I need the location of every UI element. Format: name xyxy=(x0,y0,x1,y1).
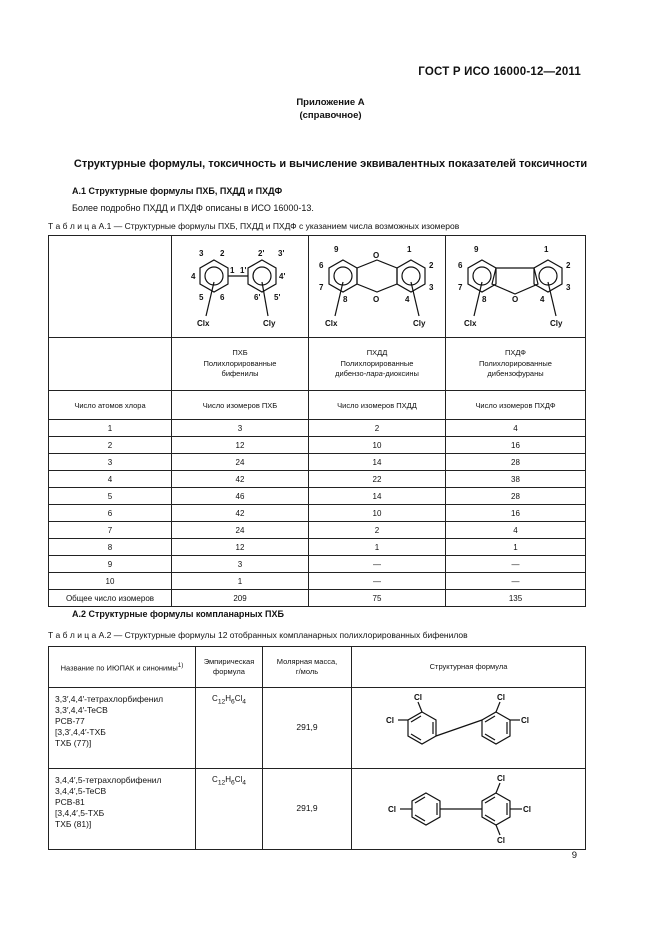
table-cell: 1 xyxy=(49,420,172,437)
table-cell: 28 xyxy=(446,488,586,505)
table-row xyxy=(49,539,586,556)
formula-c: C xyxy=(212,694,218,703)
pcdf-cly-label: Cly xyxy=(550,319,563,328)
pcdd-cly-label: Cly xyxy=(413,319,426,328)
table2-header-name-text: Название по ИЮПАК и синонимы xyxy=(60,663,178,672)
formula-h-count: 6 xyxy=(231,779,235,787)
table1-col-header: Число изомеров ПХБ xyxy=(172,391,309,420)
pcb-num-4: 4 xyxy=(191,272,196,281)
pcdf-name-line1: Полихлорированные xyxy=(479,358,552,368)
document-header: ГОСТ Р ИСО 16000-12—2011 xyxy=(418,66,581,78)
table-cell: 42 xyxy=(172,505,309,522)
pcb81-cl-label: Cl xyxy=(496,836,505,845)
pcb-structure-cell xyxy=(172,236,309,338)
pcb77-name-line: PCB-77 xyxy=(55,716,85,726)
table-row xyxy=(49,505,586,522)
pcdf-clx-label: Clx xyxy=(464,319,477,328)
pcdd-name-italic: пара xyxy=(366,369,383,379)
table1-caption: Т а б л и ц а А.1 — Структурные формулы ПХБ, ПХДД и ПХДФ с указанием числа возможных изомеров xyxy=(48,221,460,231)
table2-header-mass-l2: г/моль xyxy=(295,667,319,676)
table-row xyxy=(49,573,586,590)
pcb77-name-line: 3,3′,4,4′-тетрахлорбифенил xyxy=(55,694,164,704)
pcb-num-5: 5 xyxy=(199,293,204,302)
pcb81-cl-label: Cl xyxy=(496,774,505,783)
table-cell: 46 xyxy=(172,488,309,505)
pcdd-num-9: 9 xyxy=(334,245,339,254)
table-a1 xyxy=(48,235,586,607)
table2-caption: Т а б л и ц а А.2 — Структурные формулы 12 отобранных компланарных полихлорированных бифенилов xyxy=(48,630,468,640)
pcdd-oxygen-top: O xyxy=(373,251,380,260)
pcb-name-line1: Полихлорированные xyxy=(203,358,277,368)
table1-col-header: Число изомеров ПХДФ xyxy=(446,391,586,420)
table1-structure-row xyxy=(49,236,586,338)
pcdf-num-3: 3 xyxy=(566,283,571,292)
formula-cl: Cl xyxy=(234,694,243,703)
table-cell: 8 xyxy=(49,539,172,556)
pcb81-mass: 291,9 xyxy=(296,803,318,813)
pcdd-num-3: 3 xyxy=(429,283,434,292)
pcb77-names xyxy=(49,688,196,769)
pcdd-name-suffix: -диоксины xyxy=(382,369,419,379)
table1-total-pcdf: 135 xyxy=(446,590,586,607)
table-cell: 1 xyxy=(172,573,309,590)
pcb-num-2p: 2' xyxy=(258,249,265,258)
table-cell: 12 xyxy=(172,539,309,556)
table-cell: 5 xyxy=(49,488,172,505)
pcb77-mass: 291,9 xyxy=(296,722,318,732)
pcb77-formula xyxy=(196,688,263,769)
table1-total-row xyxy=(49,590,586,607)
appendix-heading xyxy=(0,96,661,122)
table-row xyxy=(49,454,586,471)
table2-row-pcb77 xyxy=(49,688,586,769)
table2-header-name xyxy=(49,647,196,688)
table-row xyxy=(49,488,586,505)
formula-c-count: 12 xyxy=(217,779,226,787)
table-cell: 14 xyxy=(309,488,446,505)
table-cell: — xyxy=(309,573,446,590)
table-cell: 12 xyxy=(172,437,309,454)
pcdd-name-line1: Полихлорированные xyxy=(340,358,414,368)
pcb-num-1p: 1' xyxy=(240,266,247,275)
pcb-name-line2: бифенилы xyxy=(221,369,259,379)
pcdd-oxygen-bottom: O xyxy=(373,295,380,304)
table-row xyxy=(49,420,586,437)
pcdf-num-1: 1 xyxy=(544,245,549,254)
table-cell: 42 xyxy=(172,471,309,488)
page-number: 9 xyxy=(571,850,577,861)
table-cell: 28 xyxy=(446,454,586,471)
pcb81-names xyxy=(49,769,196,850)
pcb-structure-diagram xyxy=(172,236,308,335)
table-cell: 16 xyxy=(446,437,586,454)
pcb77-cl-label: Cl xyxy=(385,716,394,725)
pcb81-name-line: 3,4,4′,5-тетрахлорбифенил xyxy=(55,775,162,785)
pcb77-structure-diagram xyxy=(354,690,584,764)
table-row xyxy=(49,471,586,488)
formula-cl-count: 4 xyxy=(242,698,246,706)
pcdd-num-4: 4 xyxy=(405,295,410,304)
table-cell: 10 xyxy=(49,573,172,590)
formula-cl-count: 4 xyxy=(242,779,246,787)
table1-body xyxy=(49,420,586,590)
pcb81-cl-label: Cl xyxy=(387,805,396,814)
pcdd-num-8: 8 xyxy=(343,295,348,304)
table-cell: 4 xyxy=(49,471,172,488)
section-title: Структурные формулы, токсичность и вычисление эквивалентных показателей токсичности xyxy=(73,158,588,170)
appendix-subtitle: (справочное) xyxy=(299,110,362,121)
formula-cl: Cl xyxy=(234,775,243,784)
table-cell: 24 xyxy=(172,522,309,539)
table-row xyxy=(49,437,586,454)
table-cell: 1 xyxy=(309,539,446,556)
table1-empty-cell xyxy=(49,236,172,338)
pcb81-mass-cell xyxy=(263,769,352,850)
table2-header-mass xyxy=(263,647,352,688)
pcb-num-2: 2 xyxy=(220,249,225,258)
formula-c-count: 12 xyxy=(217,698,226,706)
pcb-num-3: 3 xyxy=(199,249,204,258)
table2-header-row xyxy=(49,647,586,688)
formula-c: C xyxy=(212,775,218,784)
pcdd-structure-cell xyxy=(309,236,446,338)
pcdd-structure-diagram xyxy=(309,236,445,335)
pcb-name-cell xyxy=(172,338,309,391)
table2-header-formula-l2: формула xyxy=(213,667,245,676)
pcdd-clx-label: Clx xyxy=(325,319,338,328)
table-cell: 22 xyxy=(309,471,446,488)
pcb77-name-line: ТХБ (77)] xyxy=(55,738,92,748)
pcdf-name-line2: дибензофураны xyxy=(487,369,544,379)
table1-empty-name-cell xyxy=(49,338,172,391)
table-cell: 2 xyxy=(309,420,446,437)
table-cell: 9 xyxy=(49,556,172,573)
pcb-clx-label: Clx xyxy=(197,319,210,328)
pcdf-num-6-left: 6 xyxy=(458,261,463,270)
pcb77-structure-cell xyxy=(352,688,586,769)
pcdf-num-7: 7 xyxy=(458,283,463,292)
pcb77-mass-cell xyxy=(263,688,352,769)
pcb81-cl-label: Cl xyxy=(522,805,531,814)
pcb-num-1: 1 xyxy=(230,266,235,275)
pcb81-name-line: [3,4,4′,5-ТХБ xyxy=(55,808,105,818)
pcb81-formula xyxy=(196,769,263,850)
table-cell: 6 xyxy=(49,505,172,522)
table-cell: 16 xyxy=(446,505,586,522)
formula-h-count: 6 xyxy=(231,698,235,706)
pcb81-name-line: 3,4,4′,5-TeCB xyxy=(55,786,107,796)
table1-col-header: Число атомов хлора xyxy=(49,391,172,420)
table-a2 xyxy=(48,646,586,850)
table-cell: 24 xyxy=(172,454,309,471)
table1-total-pcb: 209 xyxy=(172,590,309,607)
pcdd-num-6-left: 6 xyxy=(319,261,324,270)
pcdf-num-9: 9 xyxy=(474,245,479,254)
pcdd-num-1: 1 xyxy=(407,245,412,254)
table2-header-footnote: 1) xyxy=(177,661,184,669)
pcb-cly-label: Cly xyxy=(263,319,276,328)
table-cell: 3 xyxy=(49,454,172,471)
pcb-num-4p: 4' xyxy=(279,272,286,281)
table-cell: — xyxy=(446,573,586,590)
table-cell: 10 xyxy=(309,437,446,454)
table1-header-row xyxy=(49,391,586,420)
table1-col-header: Число изомеров ПХДД xyxy=(309,391,446,420)
pcdf-structure-diagram xyxy=(446,236,585,335)
pcb-abbr: ПХБ xyxy=(232,348,248,358)
pcb81-name-line: ТХБ (81)] xyxy=(55,819,92,829)
table2-header-formula xyxy=(196,647,263,688)
table-row xyxy=(49,556,586,573)
pcdd-abbr: ПХДД xyxy=(366,348,388,358)
table-cell: 10 xyxy=(309,505,446,522)
formula-h: H xyxy=(225,694,231,703)
table-cell: 3 xyxy=(172,556,309,573)
table2-header-formula-l1: Эмпирическая xyxy=(203,656,255,666)
table2-row-pcb81 xyxy=(49,769,586,850)
table2-header-mass-l1: Молярная масса, xyxy=(276,656,338,666)
pcb77-cl-label: Cl xyxy=(413,693,422,702)
pcb77-cl-label: Cl xyxy=(520,716,529,725)
pcdf-abbr: ПХДФ xyxy=(504,348,526,358)
pcdd-num-2: 2 xyxy=(429,261,434,270)
pcb-num-6: 6 xyxy=(220,293,225,302)
table2-header-struct: Структурная формула xyxy=(352,647,586,688)
table-cell: 4 xyxy=(446,420,586,437)
pcdd-name-cell xyxy=(309,338,446,391)
table-row xyxy=(49,522,586,539)
formula-h: H xyxy=(225,775,231,784)
subsection-a1-heading: А.1 Структурные формулы ПХБ, ПХДД и ПХДФ xyxy=(72,186,283,196)
pcb-num-6p: 6' xyxy=(254,293,261,302)
table-cell: 2 xyxy=(49,437,172,454)
table-cell: 2 xyxy=(309,522,446,539)
appendix-title: Приложение А xyxy=(296,97,365,108)
table-cell: 3 xyxy=(172,420,309,437)
table-cell: 7 xyxy=(49,522,172,539)
pcb-num-5p: 5' xyxy=(274,293,281,302)
table1-total-pcdd: 75 xyxy=(309,590,446,607)
pcdf-num-2: 2 xyxy=(566,261,571,270)
pcdf-structure-cell xyxy=(446,236,586,338)
pcb81-name-line: PCB-81 xyxy=(55,797,85,807)
pcb77-name-line: 3,3′,4,4′-TeCB xyxy=(55,705,108,715)
pcdd-num-7: 7 xyxy=(319,283,324,292)
subsection-a1-text: Более подробно ПХДД и ПХДФ описаны в ИСО 16000-13. xyxy=(72,203,314,213)
table1-total-label: Общее число изомеров xyxy=(49,590,172,607)
pcdf-num-4: 4 xyxy=(540,295,545,304)
table-cell: 14 xyxy=(309,454,446,471)
table-cell: 4 xyxy=(446,522,586,539)
pcdf-oxygen: O xyxy=(512,295,519,304)
subsection-a2-heading: А.2 Структурные формулы компланарных ПХБ xyxy=(72,609,284,619)
pcdf-num-8: 8 xyxy=(482,295,487,304)
pcb81-structure-diagram xyxy=(354,771,584,845)
pcdd-name-prefix: дибензо- xyxy=(335,369,367,379)
pcb77-cl-label: Cl xyxy=(496,693,505,702)
table-cell: 38 xyxy=(446,471,586,488)
pcb77-name-line: [3,3′,4,4′-ТХБ xyxy=(55,727,106,737)
table-cell: 1 xyxy=(446,539,586,556)
pcdd-name-line2 xyxy=(309,369,445,380)
pcb-num-3p: 3' xyxy=(278,249,285,258)
pcb81-structure-cell xyxy=(352,769,586,850)
table-cell: — xyxy=(309,556,446,573)
table-cell: — xyxy=(446,556,586,573)
table1-names-row xyxy=(49,338,586,391)
pcdf-name-cell xyxy=(446,338,586,391)
